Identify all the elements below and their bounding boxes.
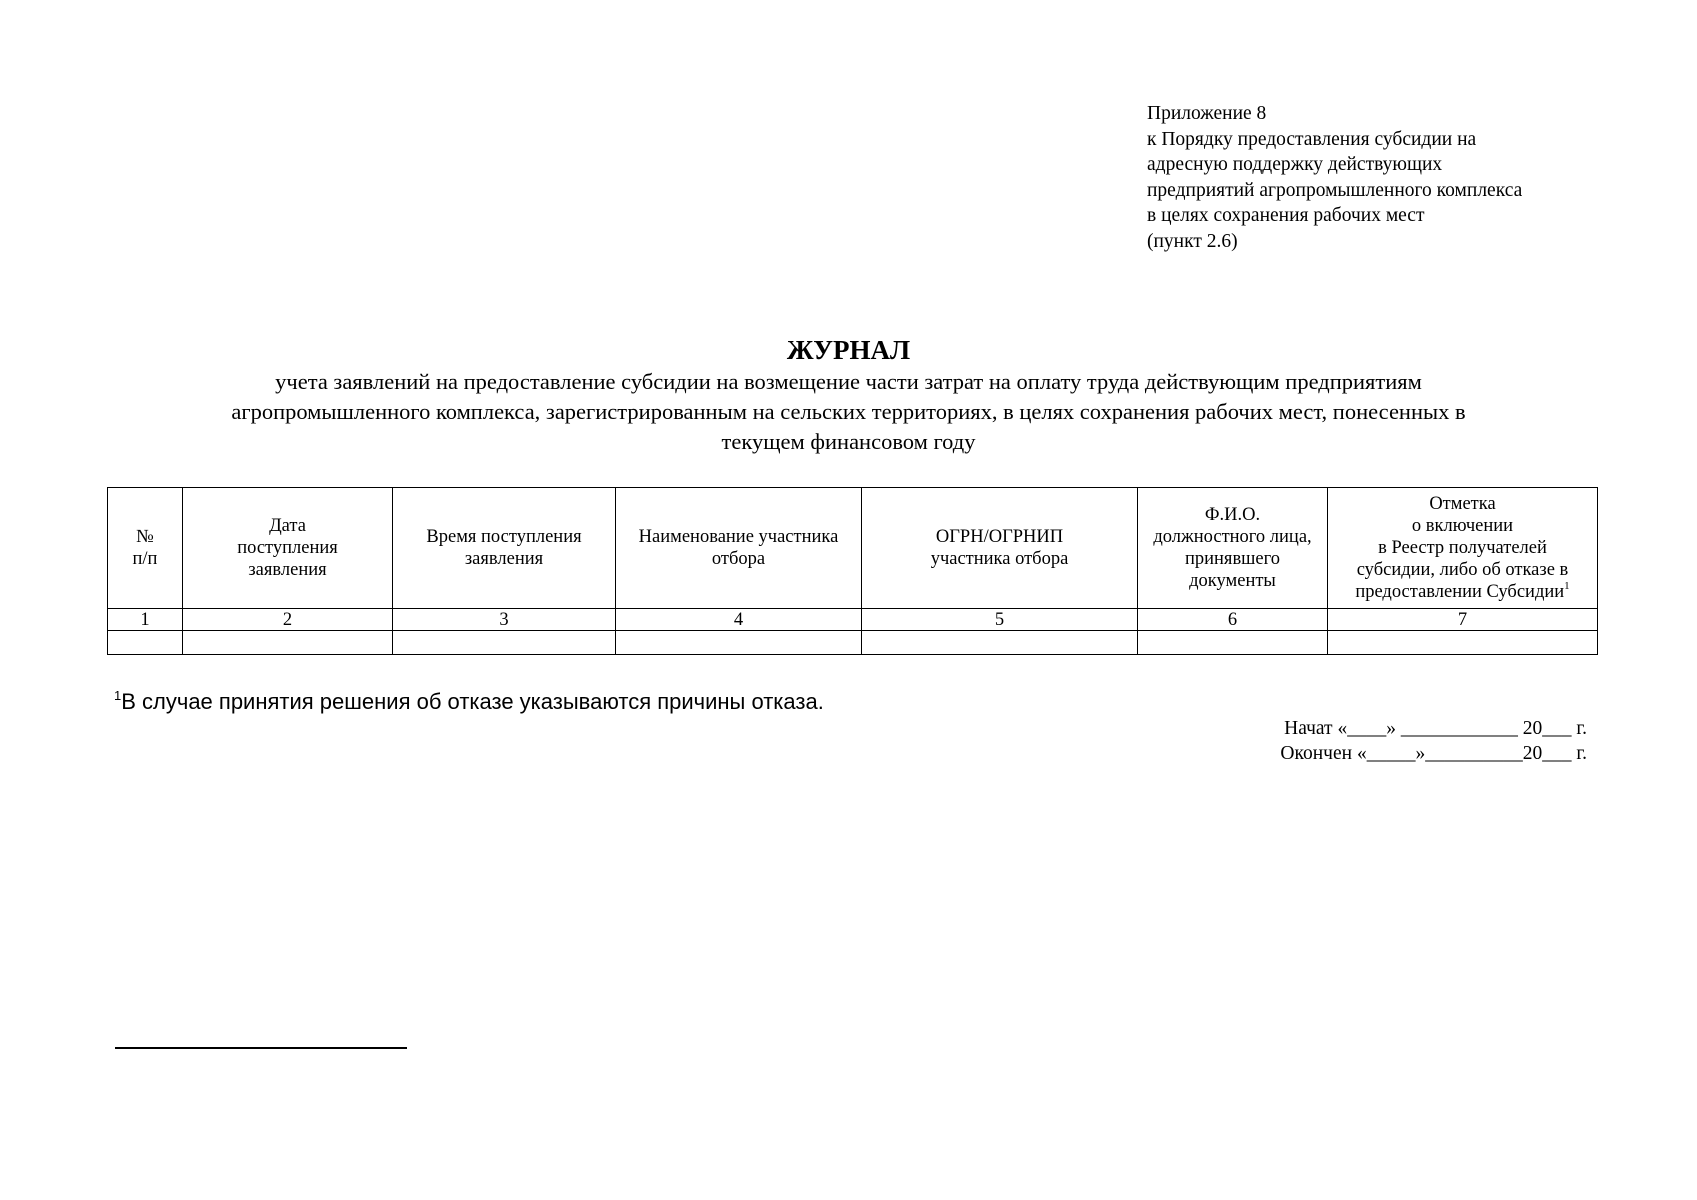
column-number-row — [108, 609, 1598, 631]
empty-cell — [183, 631, 393, 655]
header-cell-registry-mark: Отметка о включении в Реестр получателей субсидии, либо об отказе в предоставлении Субсидии$^1$ — [1328, 488, 1598, 609]
header-cell-date: Дата поступления заявления — [183, 488, 393, 609]
subtitle-line: учета заявлений на предоставление субсидии на возмещение части затрат на оплату труда действующим предприятиям — [275, 369, 1422, 394]
appendix-line: в целях сохранения рабочих мест — [1147, 205, 1425, 227]
table-header-row — [108, 488, 1598, 609]
column-number-cell: 4 — [616, 609, 862, 631]
document-subtitle — [110, 367, 1587, 457]
journal-dates — [1280, 716, 1587, 766]
header-cell-official-name: Ф.И.О. должностного лица, принявшего документы — [1138, 488, 1328, 609]
ended-date-line: Окончен «_____»__________20___ г. — [1280, 743, 1587, 764]
column-number-cell: 5 — [862, 609, 1138, 631]
appendix-line: Приложение 8 — [1147, 103, 1267, 124]
document-title: ЖУРНАЛ — [786, 335, 911, 365]
header-cell-participant-name: Наименование участника отбора — [616, 488, 862, 609]
column-number-cell: 3 — [393, 609, 616, 631]
started-date-line: Начат «____» ____________ 20___ г. — [1284, 718, 1587, 739]
empty-cell — [1138, 631, 1328, 655]
appendix-line: предприятий агропромышленного комплекса — [1147, 179, 1523, 201]
empty-cell — [616, 631, 862, 655]
column-number-cell: 7 — [1328, 609, 1598, 631]
footnote-separator-line — [115, 1047, 407, 1049]
subtitle-line: текущем финансовом году — [721, 429, 976, 454]
footnote-mark: 1 — [114, 688, 122, 703]
appendix-line: к Порядку предоставления субсидии на — [1147, 128, 1477, 150]
appendix-line: (пункт 2.6) — [1147, 230, 1238, 252]
empty-cell — [862, 631, 1138, 655]
footnote-reference: 1 — [1564, 580, 1570, 592]
header-cell-ogrn: ОГРН/ОГРНИП участника отбора — [862, 488, 1138, 609]
header-cell-number: № п/п — [108, 488, 183, 609]
footnote-body: В случае принятия решения об отказе указываются причины отказа. — [121, 689, 824, 714]
column-number-cell: 6 — [1138, 609, 1328, 631]
empty-cell — [108, 631, 183, 655]
column-number-cell: 2 — [183, 609, 393, 631]
footnote-text — [114, 689, 824, 715]
empty-cell — [393, 631, 616, 655]
header-cell-time: Время поступления заявления — [393, 488, 616, 609]
empty-entry-row — [108, 631, 1598, 655]
column-number-cell: 1 — [108, 609, 183, 631]
empty-cell — [1328, 631, 1598, 655]
appendix-block — [1147, 101, 1522, 255]
journal-table — [107, 487, 1598, 655]
subtitle-line: агропромышленного комплекса, зарегистрированным на сельских территориях, в целях сохранения рабочих мест, понесенных в — [231, 399, 1466, 424]
appendix-line: адресную поддержку действующих — [1147, 154, 1443, 176]
